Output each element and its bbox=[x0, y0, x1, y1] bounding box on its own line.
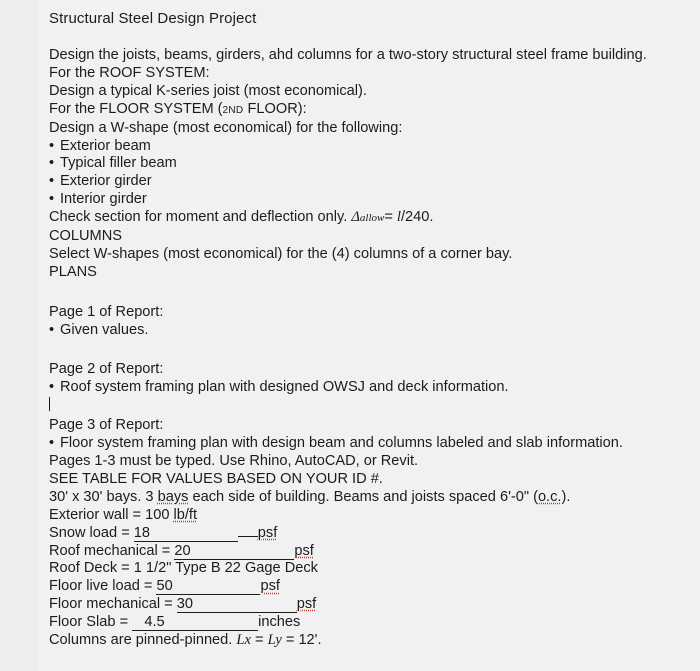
pinned-line bbox=[49, 632, 664, 650]
delta-subscript: allow bbox=[359, 212, 385, 225]
snow-load-unit: psf bbox=[257, 524, 278, 541]
wshape-line: Design a W-shape (most economical) for the following: bbox=[49, 119, 403, 136]
floor-live-field bbox=[156, 579, 260, 595]
columns-line: Select W-shapes (most economical) for the (4) columns of a corner bay. bbox=[49, 245, 513, 262]
document-title: Structural Steel Design Project bbox=[49, 10, 257, 27]
text-cursor bbox=[49, 397, 50, 411]
floor-slab-unit: inches bbox=[258, 614, 301, 631]
snow-load-value: 18 bbox=[133, 524, 151, 541]
page1-item: • Given values. bbox=[49, 322, 664, 340]
pinned-text: Columns are pinned-pinned. bbox=[49, 632, 237, 649]
member-item: • Interior girder bbox=[49, 191, 664, 209]
floor-slab-field bbox=[132, 615, 258, 631]
check-ratio: /240. bbox=[400, 209, 434, 226]
plans-heading: PLANS bbox=[49, 263, 97, 280]
exterior-wall-line bbox=[49, 507, 664, 525]
bays-line bbox=[49, 489, 664, 507]
page2-item: • Roof system framing plan with designed OWSJ and deck information. bbox=[49, 379, 664, 397]
floor-live-line bbox=[49, 578, 664, 596]
member-item: • Exterior girder bbox=[49, 173, 664, 191]
exterior-wall-text: Exterior wall = 100 bbox=[49, 506, 174, 523]
member-item: • Typical filler beam bbox=[49, 155, 664, 173]
ly-symbol: Ly bbox=[267, 632, 282, 649]
roof-mechanical-line bbox=[49, 543, 664, 561]
check-equals: = bbox=[384, 209, 397, 226]
table-line: SEE TABLE FOR VALUES BASED ON YOUR ID #. bbox=[49, 470, 383, 487]
floor-live-label: Floor live load = bbox=[49, 578, 157, 595]
page2-title: Page 2 of Report: bbox=[49, 361, 164, 378]
snow-load-label: Snow load = bbox=[49, 524, 134, 541]
columns-heading: COLUMNS bbox=[49, 228, 122, 245]
floor-mechanical-field bbox=[177, 597, 297, 613]
member-item: • Exterior beam bbox=[49, 138, 664, 156]
floor-heading-ordinal: 2ND bbox=[222, 104, 244, 116]
bays-text: 30' x 30' bays. 3 bbox=[49, 488, 158, 505]
roof-deck-line: Roof Deck = 1 1/2" Type B 22 Gage Deck bbox=[49, 560, 318, 577]
blank-line bbox=[238, 536, 258, 537]
bays-spacing: each side of building. Beams and joists spaced 6'-0" ( bbox=[188, 488, 538, 505]
floor-slab-line bbox=[49, 614, 664, 632]
document-body bbox=[49, 47, 664, 650]
bays-word: bays bbox=[157, 488, 189, 505]
floor-mechanical-label: Floor mechanical = bbox=[49, 596, 177, 613]
floor-heading bbox=[49, 101, 664, 120]
roof-mechanical-label: Roof mechanical = bbox=[49, 542, 175, 559]
exterior-wall-unit: lb/ft bbox=[173, 506, 198, 523]
floor-mechanical-unit: psf bbox=[296, 596, 317, 613]
delta-symbol: Δ bbox=[351, 209, 360, 226]
roof-mechanical-field bbox=[174, 544, 294, 560]
typed-line: Pages 1-3 must be typed. Use Rhino, AutoCAD, or Revit. bbox=[49, 453, 419, 469]
floor-mechanical-line bbox=[49, 596, 664, 614]
pinned-length: = 12'. bbox=[281, 632, 322, 649]
roof-design-line: Design a typical K-series joist (most economical). bbox=[49, 82, 367, 99]
on-center-abbr: o.c. bbox=[537, 488, 562, 505]
intro-paragraph: Design the joists, beams, girders, ahd columns for a two-story structural steel frame building. bbox=[49, 47, 647, 63]
snow-load-field bbox=[134, 526, 238, 542]
check-text: Check section for moment and deflection only. bbox=[49, 209, 352, 226]
floor-mechanical-value: 30 bbox=[176, 596, 193, 613]
floor-slab-label: Floor Slab = bbox=[49, 614, 133, 631]
check-line bbox=[49, 209, 664, 228]
floor-heading-end: FLOOR): bbox=[243, 100, 307, 117]
roof-mechanical-unit: psf bbox=[294, 542, 314, 559]
floor-slab-value: 4.5 bbox=[144, 614, 165, 631]
floor-live-value: 50 bbox=[156, 578, 173, 595]
page1-title: Page 1 of Report: bbox=[49, 303, 164, 320]
floor-live-unit: psf bbox=[260, 578, 280, 595]
pinned-equals: = bbox=[251, 632, 268, 649]
bays-end: ). bbox=[561, 488, 571, 505]
floor-heading-text: For the FLOOR SYSTEM ( bbox=[49, 100, 223, 117]
page3-title: Page 3 of Report: bbox=[49, 417, 164, 434]
page3-item: • Floor system framing plan with design beam and columns labeled and slab information. bbox=[49, 435, 664, 453]
lx-symbol: Lx bbox=[236, 632, 251, 649]
snow-load-line bbox=[49, 525, 664, 543]
roof-heading: For the ROOF SYSTEM: bbox=[49, 64, 210, 81]
roof-mechanical-value: 20 bbox=[174, 542, 191, 559]
span-symbol: l bbox=[396, 209, 401, 226]
